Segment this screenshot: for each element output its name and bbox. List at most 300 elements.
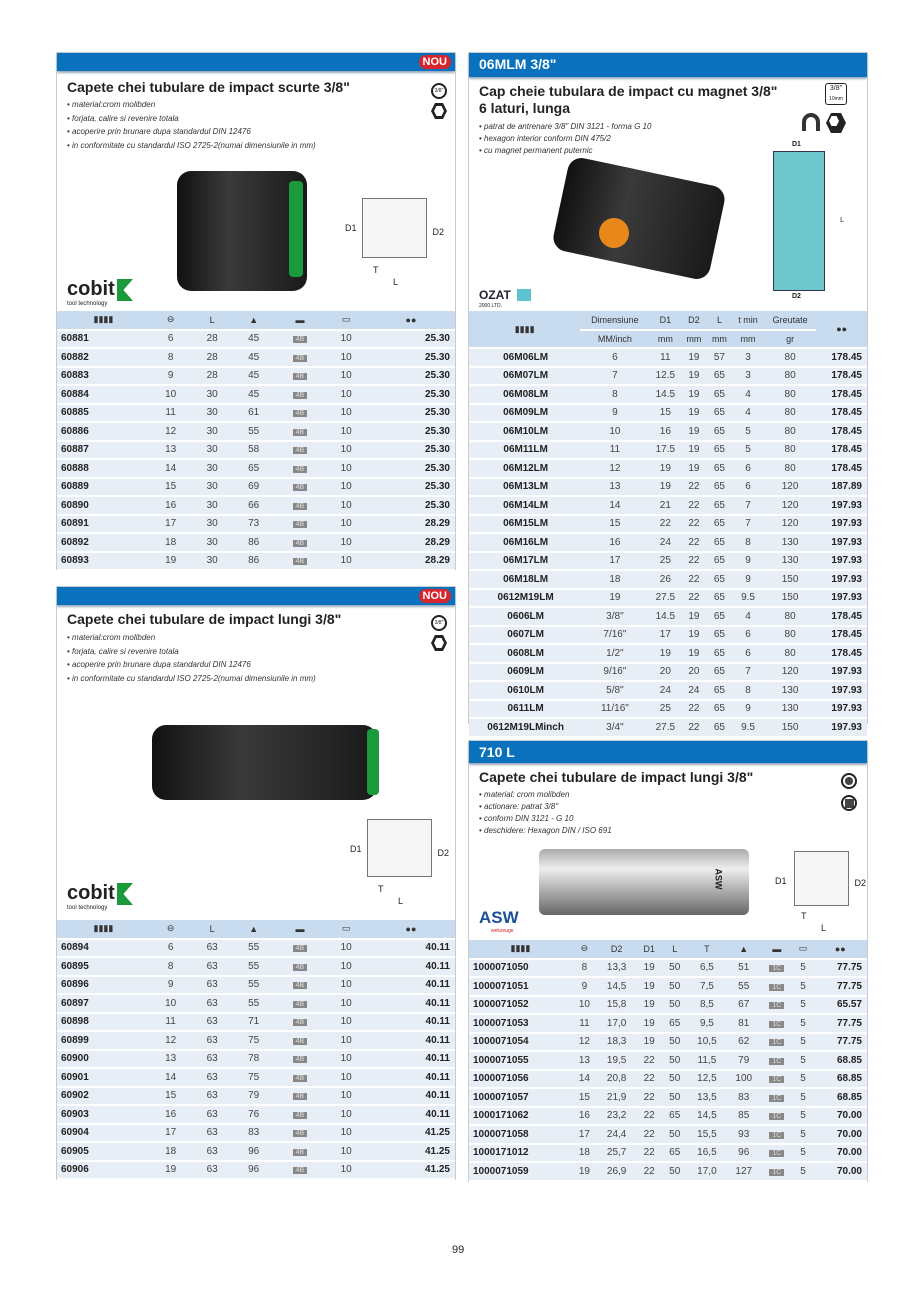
- price: 178.45: [816, 626, 867, 645]
- price: 40.11: [367, 939, 455, 958]
- cell: 9: [572, 977, 597, 996]
- cell: 96: [233, 1142, 275, 1161]
- cell: 10: [150, 385, 192, 404]
- packaging-code: 4B: [293, 392, 308, 399]
- cell: 9: [150, 367, 192, 386]
- cell: 96: [233, 1161, 275, 1180]
- packaging-code: 4B: [293, 410, 308, 417]
- cell: 15: [580, 515, 649, 534]
- packaging-code: 1C: [769, 1076, 784, 1083]
- cell: 45: [233, 330, 275, 349]
- product-title: [479, 83, 777, 117]
- cell: 50: [662, 959, 687, 978]
- cell: 16,5: [687, 1144, 726, 1163]
- cell: 10: [325, 1105, 367, 1124]
- packaging-code: 1C: [769, 1039, 784, 1046]
- cell: 3/4": [580, 718, 649, 737]
- cell: 12,5: [687, 1070, 726, 1089]
- item-code: 1000171062: [469, 1107, 572, 1126]
- table-row: [469, 626, 867, 645]
- price: 65.57: [814, 996, 868, 1015]
- pack-icon: ▭: [341, 923, 351, 934]
- cell: 14: [150, 1068, 192, 1087]
- cell: 13: [572, 1051, 597, 1070]
- cell: 9.5: [732, 718, 764, 737]
- table-row: [469, 385, 867, 404]
- cell: [761, 959, 793, 978]
- cell: 130: [764, 700, 817, 719]
- cell: 45: [233, 367, 275, 386]
- cell: 65: [662, 1107, 687, 1126]
- column-header: Greutate: [764, 311, 817, 330]
- packaging-code: 1C: [769, 1095, 784, 1102]
- cell: 14.5: [650, 607, 682, 626]
- cell: 21: [650, 496, 682, 515]
- cell: 7/16": [580, 626, 649, 645]
- cell: 22: [636, 1107, 662, 1126]
- weight-icon: ▲: [249, 314, 259, 325]
- cell: 78: [233, 1050, 275, 1069]
- table-row: [469, 1014, 867, 1033]
- item-code: 1000171012: [469, 1144, 572, 1163]
- table-row: [57, 496, 455, 515]
- cell: 63: [191, 994, 233, 1013]
- cell: 30: [191, 533, 233, 552]
- price: 197.93: [816, 663, 867, 682]
- item-code: 06M10LM: [469, 422, 580, 441]
- cell: 93: [726, 1125, 761, 1144]
- item-code: 60897: [57, 994, 150, 1013]
- cell: 63: [191, 1031, 233, 1050]
- cell: 10,5: [687, 1033, 726, 1052]
- table-row: [57, 1050, 455, 1069]
- cell: [761, 1033, 793, 1052]
- drive-size-icon: [825, 83, 847, 105]
- cell: 63: [191, 939, 233, 958]
- asw-logo: ASW: [479, 908, 519, 927]
- table-row: [469, 700, 867, 719]
- cell: 65: [707, 441, 733, 460]
- packaging-code: 4B: [293, 1112, 308, 1119]
- packaging-code: 4B: [293, 355, 308, 362]
- packaging-code: 4B: [293, 373, 308, 380]
- item-code: 60896: [57, 976, 150, 995]
- cell: 50: [662, 1051, 687, 1070]
- cell: 10: [325, 496, 367, 515]
- cell: 79: [726, 1051, 761, 1070]
- feature-item: • in conformitate cu standardul ISO 2725-2(numai dimensiunile in mm): [67, 672, 316, 686]
- cell: 22: [636, 1070, 662, 1089]
- cell: 63: [191, 1161, 233, 1180]
- price: 197.93: [816, 718, 867, 737]
- barcode-header: [469, 940, 572, 959]
- table-row: [57, 976, 455, 995]
- price: 77.75: [814, 1033, 868, 1052]
- column-header: T: [687, 940, 726, 959]
- packaging-code: 4B: [293, 982, 308, 989]
- price: 178.45: [816, 644, 867, 663]
- item-code: 1000071051: [469, 977, 572, 996]
- cell: [761, 1144, 793, 1163]
- cell: 61: [233, 404, 275, 423]
- cell: 12: [150, 1031, 192, 1050]
- cell: 76: [233, 1105, 275, 1124]
- cell: 10: [325, 515, 367, 534]
- packaging-code: 4B: [293, 1075, 308, 1082]
- packaging-code: 4B: [293, 1167, 308, 1174]
- product-panel-magnet-sockets: [468, 52, 868, 733]
- cell: 17: [650, 626, 682, 645]
- packaging-code: 4B: [293, 964, 308, 971]
- packaging-code: 1C: [769, 1021, 784, 1028]
- cell: 12: [580, 459, 649, 478]
- cell: [274, 939, 325, 958]
- feature-item: • conform DIN 3121 - G 10: [479, 813, 612, 825]
- cell: 10: [325, 367, 367, 386]
- cell: 57: [707, 348, 733, 367]
- cell: 62: [726, 1033, 761, 1052]
- panel-header-bar: [469, 741, 867, 763]
- cell: [274, 957, 325, 976]
- column-header: L: [191, 920, 233, 939]
- cell: 19: [681, 385, 707, 404]
- price-header: [814, 940, 868, 959]
- price: 197.93: [816, 681, 867, 700]
- cell: 10: [325, 552, 367, 571]
- cell: 80: [764, 367, 817, 386]
- cell: 25,7: [597, 1144, 636, 1163]
- pack-header: [325, 311, 367, 330]
- table-row: [57, 478, 455, 497]
- packaging-code: 4B: [293, 945, 308, 952]
- cell: 85: [726, 1107, 761, 1126]
- product-table: [57, 920, 455, 1180]
- cell: 22: [636, 1144, 662, 1163]
- cell: 5: [732, 441, 764, 460]
- cell: 150: [764, 589, 817, 608]
- table-row: [469, 1107, 867, 1126]
- price: 40.11: [367, 1087, 455, 1106]
- cell: 50: [662, 996, 687, 1015]
- table-row: [57, 994, 455, 1013]
- cell: 9: [732, 552, 764, 571]
- product-table: [469, 940, 867, 1182]
- cell: 13: [150, 1050, 192, 1069]
- cell: 8,5: [687, 996, 726, 1015]
- item-code: 60887: [57, 441, 150, 460]
- cell: 75: [233, 1068, 275, 1087]
- item-code: 60891: [57, 515, 150, 534]
- cell: 65: [707, 700, 733, 719]
- cell: 80: [764, 348, 817, 367]
- table-header-row: [57, 311, 455, 330]
- product-title: Capete chei tubulare de impact lungi 3/8": [67, 611, 342, 627]
- cell: 65: [707, 478, 733, 497]
- table-row: [469, 1144, 867, 1163]
- cell: [274, 1105, 325, 1124]
- table-row: [57, 939, 455, 958]
- cell: 22: [636, 1125, 662, 1144]
- item-code: 60883: [57, 367, 150, 386]
- cell: 6: [580, 348, 649, 367]
- l-label: L: [821, 923, 827, 933]
- cell: 80: [764, 607, 817, 626]
- drive-size-icon: 3/8": [431, 615, 447, 631]
- cell: 63: [191, 1124, 233, 1143]
- item-code: 0612M19LM: [469, 589, 580, 608]
- price: 41.25: [367, 1124, 455, 1143]
- cell: 22: [636, 1088, 662, 1107]
- cell: 3: [732, 367, 764, 386]
- cell: 8: [732, 681, 764, 700]
- cell: 15,8: [597, 996, 636, 1015]
- cell: 120: [764, 478, 817, 497]
- logo-subtitle: tool technology: [67, 301, 108, 307]
- packaging-code: 4B: [293, 558, 308, 565]
- cell: [761, 1125, 793, 1144]
- new-badge: NOU: [419, 55, 451, 69]
- feature-item: • forjata, calire si revenire totala: [67, 645, 316, 659]
- cell: 22: [681, 552, 707, 571]
- d2-label: D2: [792, 293, 801, 300]
- price: 25.30: [367, 330, 455, 349]
- cell: [761, 1070, 793, 1089]
- cell: 23,2: [597, 1107, 636, 1126]
- cell: 21,9: [597, 1088, 636, 1107]
- cell: 130: [764, 533, 817, 552]
- barcode-header: [469, 311, 580, 348]
- page-number: 99: [452, 1244, 465, 1256]
- new-badge: NOU: [419, 589, 451, 603]
- cell: 65: [707, 552, 733, 571]
- cell: 15: [150, 478, 192, 497]
- cell: 9/16": [580, 663, 649, 682]
- cell: 17.5: [650, 441, 682, 460]
- cell: 127: [726, 1162, 761, 1181]
- cell: 80: [764, 644, 817, 663]
- unit-header: mm: [650, 330, 682, 349]
- price: 40.11: [367, 1031, 455, 1050]
- item-code: 1000071054: [469, 1033, 572, 1052]
- item-code: 60903: [57, 1105, 150, 1124]
- cell: 25: [650, 700, 682, 719]
- item-code: 60894: [57, 939, 150, 958]
- table-row: [469, 1162, 867, 1181]
- cell: 22: [681, 700, 707, 719]
- feature-item: • hexagon interior conform DIN 475/2: [479, 133, 651, 145]
- price: 178.45: [816, 404, 867, 423]
- cell: 86: [233, 533, 275, 552]
- table-row: [469, 441, 867, 460]
- item-code: 06M09LM: [469, 404, 580, 423]
- cell: 12: [572, 1033, 597, 1052]
- packaging-code: 4B: [293, 447, 308, 454]
- cell: [274, 1161, 325, 1180]
- cell: 30: [191, 385, 233, 404]
- table-row: [57, 1087, 455, 1106]
- price: 178.45: [816, 422, 867, 441]
- item-code: 06M12LM: [469, 459, 580, 478]
- item-code: 60895: [57, 957, 150, 976]
- column-header: L: [191, 311, 233, 330]
- product-title: Capete chei tubulare de impact lungi 3/8": [479, 769, 754, 785]
- cell: 9: [580, 404, 649, 423]
- feature-item: • in conformitate cu standardul ISO 2725-2(numai dimensiunile in mm): [67, 139, 316, 153]
- cell: 65: [707, 422, 733, 441]
- price: 40.11: [367, 1050, 455, 1069]
- table-row: [57, 1142, 455, 1161]
- cell: 11: [150, 1013, 192, 1032]
- cell: 5: [793, 1070, 814, 1089]
- d2-label: D2: [437, 848, 449, 858]
- cell: 19: [681, 348, 707, 367]
- packaging-code: 1C: [769, 1169, 784, 1176]
- item-code: 0608LM: [469, 644, 580, 663]
- product-panel-short-sockets: [56, 52, 456, 570]
- title-line: Cap cheie tubulara de impact cu magnet 3/8": [479, 83, 778, 99]
- cell: 6: [150, 330, 192, 349]
- cell: 65: [707, 367, 733, 386]
- cell: [274, 552, 325, 571]
- item-code: 0611LM: [469, 700, 580, 719]
- item-code: 0606LM: [469, 607, 580, 626]
- dimension-drawing: [350, 819, 449, 906]
- cell: 5: [793, 1107, 814, 1126]
- item-code: 06M15LM: [469, 515, 580, 534]
- price: 25.30: [367, 459, 455, 478]
- cell: 65: [662, 1014, 687, 1033]
- cell: [274, 441, 325, 460]
- cell: 30: [191, 515, 233, 534]
- product-code: 710 L: [479, 744, 515, 760]
- box-header: [274, 920, 325, 939]
- cell: 67: [726, 996, 761, 1015]
- cell: 10: [325, 1013, 367, 1032]
- cell: 19: [150, 1161, 192, 1180]
- cell: 5: [793, 1125, 814, 1144]
- cell: 65: [707, 644, 733, 663]
- price: 178.45: [816, 348, 867, 367]
- feature-item: • material: crom molibden: [479, 789, 612, 801]
- packaging-code: 4B: [293, 1001, 308, 1008]
- cell: 10: [325, 1142, 367, 1161]
- cell: 6: [732, 644, 764, 663]
- cell: 66: [233, 496, 275, 515]
- cell: 65: [707, 607, 733, 626]
- product-panel-asw-sockets: [468, 740, 868, 1182]
- cell: 10: [325, 1124, 367, 1143]
- barcode-icon: ▮▮▮▮: [93, 923, 114, 934]
- column-header: Dimensiune: [580, 311, 649, 330]
- price: 25.30: [367, 385, 455, 404]
- table-row: [57, 1105, 455, 1124]
- price: 68.85: [814, 1070, 868, 1089]
- cell: 22: [681, 478, 707, 497]
- packaging-code: 1C: [769, 984, 784, 991]
- hex-header: [150, 920, 192, 939]
- price: 28.29: [367, 533, 455, 552]
- cell: 1/2": [580, 644, 649, 663]
- item-code: 60905: [57, 1142, 150, 1161]
- hexagon-icon: [826, 113, 846, 133]
- ozat-logo-mark: [517, 289, 531, 301]
- product-code: 06MLM 3/8": [479, 56, 557, 72]
- product-table: [469, 311, 867, 738]
- cell: 10: [325, 1068, 367, 1087]
- price: 25.30: [367, 422, 455, 441]
- t-label: T: [378, 884, 384, 894]
- feature-list: [479, 121, 651, 157]
- feature-item: • actionare: patrat 3/8": [479, 801, 612, 813]
- price: 41.25: [367, 1142, 455, 1161]
- table-row: [57, 330, 455, 349]
- cell: [274, 1142, 325, 1161]
- dimension-drawing: [775, 851, 866, 933]
- price: 178.45: [816, 441, 867, 460]
- price-header: [367, 311, 455, 330]
- cell: 65: [707, 589, 733, 608]
- item-code: 60888: [57, 459, 150, 478]
- price: 197.93: [816, 552, 867, 571]
- cell: [761, 1014, 793, 1033]
- column-header: D1: [650, 311, 682, 330]
- item-code: 60900: [57, 1050, 150, 1069]
- item-code: 06M11LM: [469, 441, 580, 460]
- table-row: [469, 496, 867, 515]
- cell: [761, 1051, 793, 1070]
- cell: 7: [732, 515, 764, 534]
- cell: 63: [191, 976, 233, 995]
- cell: 5/8": [580, 681, 649, 700]
- cell: 63: [191, 1013, 233, 1032]
- item-code: 1000071053: [469, 1014, 572, 1033]
- cell: 30: [191, 552, 233, 571]
- cell: [761, 996, 793, 1015]
- cell: 10: [325, 422, 367, 441]
- cell: 24: [681, 681, 707, 700]
- cell: 17: [580, 552, 649, 571]
- cell: [274, 1013, 325, 1032]
- price: 68.85: [814, 1051, 868, 1070]
- d2-label: D2: [854, 878, 866, 888]
- table-row: [57, 385, 455, 404]
- cell: 4: [732, 607, 764, 626]
- cell: 20: [681, 663, 707, 682]
- cell: 10: [325, 404, 367, 423]
- price: 70.00: [814, 1107, 868, 1126]
- cell: 14,5: [687, 1107, 726, 1126]
- packaging-code: 4B: [293, 1130, 308, 1137]
- cell: 13: [150, 441, 192, 460]
- cell: 6: [732, 459, 764, 478]
- cell: 13,5: [687, 1088, 726, 1107]
- cell: [274, 459, 325, 478]
- cell: 80: [764, 626, 817, 645]
- item-code: 60898: [57, 1013, 150, 1032]
- price: 178.45: [816, 607, 867, 626]
- hex-icon: ⊖: [580, 943, 589, 954]
- price: 70.00: [814, 1162, 868, 1181]
- cell: 120: [764, 496, 817, 515]
- cell: 65: [707, 385, 733, 404]
- item-code: 06M07LM: [469, 367, 580, 386]
- cell: 8: [150, 348, 192, 367]
- cell: 5: [793, 1014, 814, 1033]
- dimension-drawing: [345, 198, 444, 287]
- packaging-code: 1C: [769, 1132, 784, 1139]
- table-row: [469, 533, 867, 552]
- cell: 19: [636, 959, 662, 978]
